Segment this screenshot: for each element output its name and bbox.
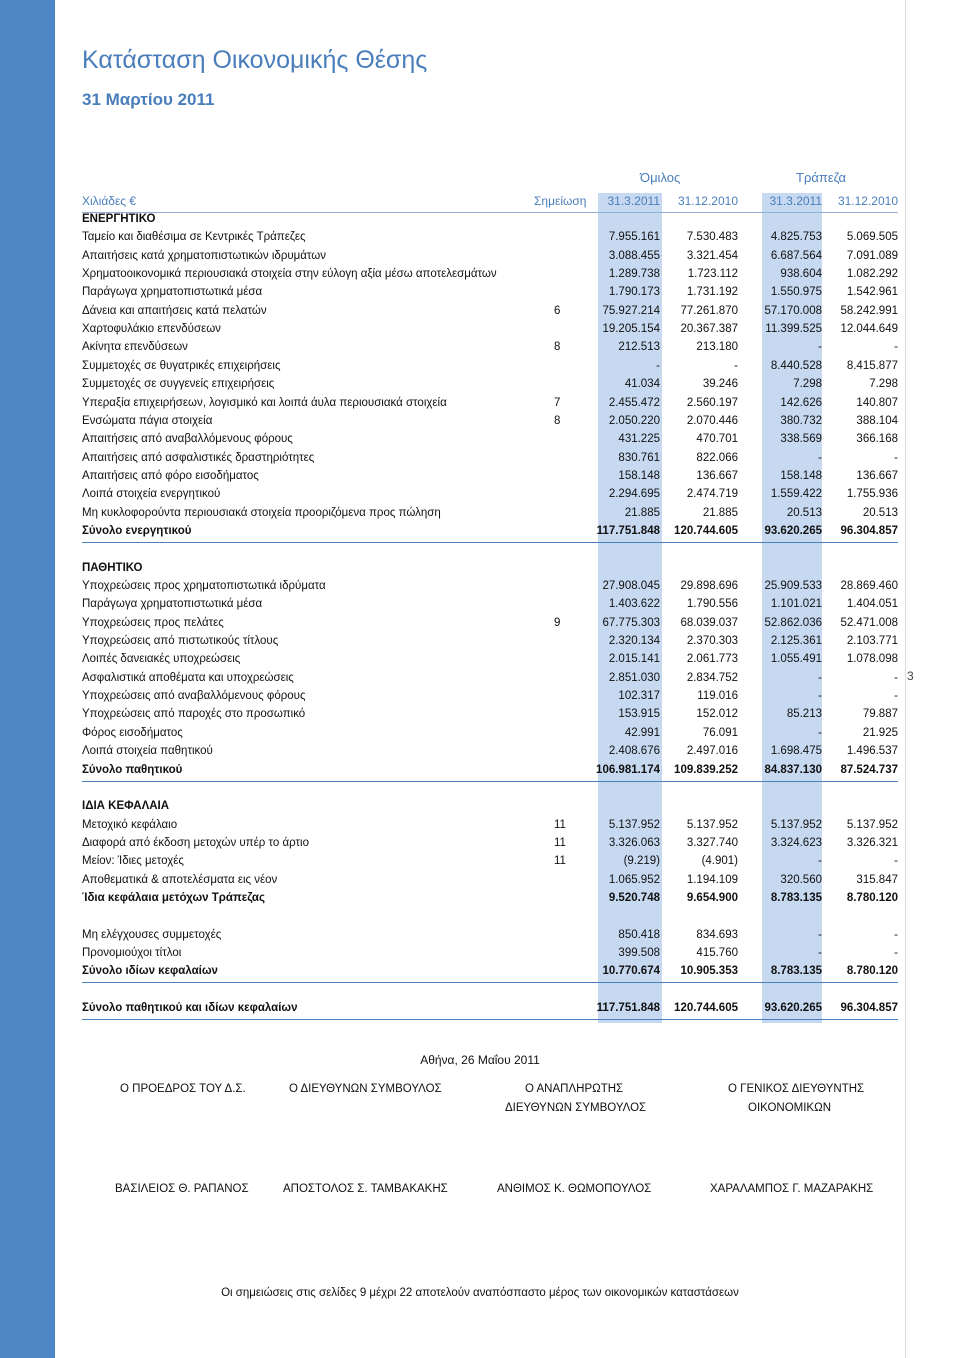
row-note: 6 (554, 305, 561, 317)
row-value-4: 3.326.321 (846, 837, 898, 849)
row-value-4: 1.496.537 (846, 745, 898, 757)
row-value-3: 7.298 (793, 378, 822, 390)
row-value-3: 20.513 (786, 507, 822, 519)
row-value-2: 2.560.197 (686, 397, 738, 409)
footer-note: Οι σημειώσεις στις σελίδες 9 μέχρι 22 αποτελούν αναπόσπαστο μέρος των οικονομικών καταστάσεων (221, 1287, 739, 1299)
row-value-2: 29.898.696 (680, 580, 738, 592)
row-value-3: 57.170.008 (764, 305, 822, 317)
row-label: Παράγωγα χρηματοπιστωτικά μέσα (82, 286, 263, 298)
row-value-3: 93.620.265 (764, 525, 822, 537)
row-value-1: 153.915 (618, 708, 660, 720)
left-decorative-bar (0, 0, 55, 1358)
row-value-2: 120.744.605 (674, 525, 738, 537)
row-value-4: 58.242.991 (840, 305, 898, 317)
row-value-1: 1.790.173 (608, 286, 660, 298)
row-label: Συμμετοχές σε θυγατρικές επιχειρήσεις (82, 360, 281, 372)
table-row (82, 488, 898, 506)
row-value-4: 96.304.857 (840, 525, 898, 537)
row-value-2: 77.261.870 (680, 305, 738, 317)
row-label: Υπεραξία επιχειρήσεων, λογισμικό και λοιπά άυλα περιουσιακά στοιχεία (82, 397, 447, 409)
table-row (82, 323, 898, 341)
row-note: 11 (554, 855, 566, 867)
row-value-3: - (818, 929, 822, 941)
row-value-2: (4.901) (701, 855, 738, 867)
row-value-2: 470.701 (696, 433, 738, 445)
row-value-1: 106.981.174 (596, 764, 660, 776)
row-note: 8 (554, 341, 561, 353)
row-value-1: 3.326.063 (608, 837, 660, 849)
row-value-2: 3.321.454 (686, 250, 738, 262)
row-value-1: 3.088.455 (608, 250, 660, 262)
signatory-title-4b: ΟΙΚΟΝΟΜΙΚΩΝ (748, 1102, 831, 1114)
row-note: 11 (554, 837, 566, 849)
row-value-4: 136.667 (856, 470, 898, 482)
row-label: Σύνολο παθητικού (82, 764, 183, 776)
row-label: Υποχρεώσεις από πιστωτικούς τίτλους (82, 635, 279, 647)
units-label: Χιλιάδες € (82, 194, 137, 208)
row-label: Μη ελέγχουσες συμμετοχές (82, 929, 222, 941)
row-label: Ακίνητα επενδύσεων (82, 341, 188, 353)
page-title: Κατάσταση Οικονομικής Θέσης (82, 46, 428, 74)
row-value-4: 1.542.961 (846, 286, 898, 298)
row-value-2: 21.885 (702, 507, 738, 519)
total-rule (82, 982, 898, 983)
row-value-3: 1.559.422 (770, 488, 822, 500)
row-value-4: - (894, 341, 898, 353)
row-value-2: 213.180 (696, 341, 738, 353)
row-value-3: 380.732 (780, 415, 822, 427)
row-value-1: 2.455.472 (608, 397, 660, 409)
row-value-4: 388.104 (856, 415, 898, 427)
row-value-2: 76.091 (702, 727, 738, 739)
row-value-3: 320.560 (780, 874, 822, 886)
row-label: Υποχρεώσεις προς πελάτες (82, 617, 224, 629)
row-value-4: 8.780.120 (846, 892, 898, 904)
row-value-4: 7.298 (869, 378, 898, 390)
signatory-name-4: ΧΑΡΑΛΑΜΠΟΣ Γ. ΜΑΖΑΡΑΚΗΣ (710, 1183, 874, 1195)
table-row (82, 929, 898, 947)
table-row (82, 947, 898, 965)
row-value-2: 2.370.303 (686, 635, 738, 647)
row-value-3: - (818, 452, 822, 464)
row-value-3: 1.550.975 (770, 286, 822, 298)
total-row (82, 764, 898, 782)
table-row (82, 892, 898, 910)
row-value-2: 10.905.353 (680, 965, 738, 977)
row-note: 11 (554, 819, 566, 831)
row-value-4: - (894, 855, 898, 867)
table-row (82, 415, 898, 433)
row-value-4: 1.755.936 (846, 488, 898, 500)
row-value-2: 2.497.016 (686, 745, 738, 757)
row-value-3: 3.324.623 (770, 837, 822, 849)
row-value-1: 42.991 (624, 727, 660, 739)
row-label: Χαρτοφυλάκιο επενδύσεων (82, 323, 221, 335)
row-value-4: 87.524.737 (840, 764, 898, 776)
row-value-3: 52.862.036 (764, 617, 822, 629)
table-row (82, 819, 898, 837)
row-label: Απαιτήσεις από ασφαλιστικές δραστηριότητες (82, 452, 315, 464)
row-value-2: 109.839.252 (674, 764, 738, 776)
row-value-2: 120.744.605 (674, 1002, 738, 1014)
row-label: Ενσώματα πάγια στοιχεία (82, 415, 213, 427)
table-row (82, 580, 898, 598)
col-header-1: 31.3.2011 (607, 194, 660, 208)
row-value-3: - (818, 947, 822, 959)
total-rule (82, 542, 898, 543)
row-label: Υποχρεώσεις από αναβαλλόμενους φόρους (82, 690, 306, 702)
table-row (82, 690, 898, 708)
row-value-1: 1.403.622 (608, 598, 660, 610)
row-label: Χρηματοοικονομικά περιουσιακά στοιχεία στην εύλογη αξία μέσω αποτελεσμάτων (82, 268, 497, 280)
row-label: Υποχρεώσεις από παροχές στο προσωπικό (82, 708, 306, 720)
row-value-1: 2.320.134 (608, 635, 660, 647)
row-value-1: 41.034 (624, 378, 660, 390)
row-label: Μετοχικό κεφάλαιο (82, 819, 178, 831)
row-label: Ίδια κεφάλαια μετόχων Τράπεζας (82, 892, 265, 904)
row-label: Σύνολο ιδίων κεφαλαίων (82, 965, 218, 977)
row-value-2: 2.474.719 (686, 488, 738, 500)
row-value-1: 27.908.045 (602, 580, 660, 592)
table-row (82, 653, 898, 671)
row-value-3: 11.399.525 (765, 323, 822, 335)
row-value-4: 5.069.505 (846, 231, 898, 243)
col-header-2: 31.12.2010 (677, 194, 738, 208)
row-value-2: 2.070.446 (686, 415, 738, 427)
row-value-1: 850.418 (618, 929, 660, 941)
row-value-4: - (894, 452, 898, 464)
row-value-4: 2.103.771 (846, 635, 898, 647)
row-label: ΕΝΕΡΓΗΤΙΚΟ (82, 213, 156, 225)
page-subtitle: 31 Μαρτίου 2011 (82, 90, 215, 109)
table-row (82, 286, 898, 304)
row-value-1: 2.294.695 (608, 488, 660, 500)
row-value-1: 75.927.214 (602, 305, 660, 317)
page-number: 3 (907, 669, 914, 683)
row-label: Συμμετοχές σε συγγενείς επιχειρήσεις (82, 378, 275, 390)
col-header-4: 31.12.2010 (837, 194, 898, 208)
row-label: Απαιτήσεις από αναβαλλόμενους φόρους (82, 433, 293, 445)
row-value-2: 136.667 (696, 470, 738, 482)
total-rule (82, 1019, 898, 1020)
row-value-2: 1.723.112 (687, 268, 738, 280)
table-row (82, 507, 898, 525)
signatory-title-2: Ο ΔΙΕΥΘΥΝΩΝ ΣΥΜΒΟΥΛΟΣ (289, 1083, 442, 1095)
row-value-3: 4.825.753 (770, 231, 822, 243)
signatory-title-1: Ο ΠΡΟΕΔΡΟΣ ΤΟΥ Δ.Σ. (120, 1083, 246, 1095)
row-value-2: 5.137.952 (686, 819, 738, 831)
row-value-3: 158.148 (780, 470, 822, 482)
row-value-3: 5.137.952 (770, 819, 822, 831)
row-value-1: 7.955.161 (608, 231, 660, 243)
row-value-2: 2.061.773 (686, 653, 738, 665)
table-row (82, 250, 898, 268)
row-label: ΠΑΘΗΤΙΚΟ (82, 562, 143, 574)
table-row (82, 874, 898, 892)
row-value-1: 431.225 (618, 433, 660, 445)
table-row (82, 727, 898, 745)
row-label: Λοιπά στοιχεία ενεργητικού (82, 488, 221, 500)
row-value-1: 1.289.738 (608, 268, 660, 280)
row-value-3: 84.837.130 (764, 764, 822, 776)
row-label: Δάνεια και απαιτήσεις κατά πελατών (82, 305, 267, 317)
row-value-2: 834.693 (696, 929, 738, 941)
row-value-2: 1.790.556 (686, 598, 738, 610)
row-value-4: 315.847 (856, 874, 898, 886)
table-row (82, 470, 898, 488)
row-value-3: - (818, 341, 822, 353)
row-label: Σύνολο παθητικού και ιδίων κεφαλαίων (82, 1002, 298, 1014)
row-value-4: 96.304.857 (840, 1002, 898, 1014)
row-value-1: - (656, 360, 660, 372)
row-note: 8 (554, 415, 561, 427)
row-value-1: 10.770.674 (602, 965, 660, 977)
row-value-4: 5.137.952 (846, 819, 898, 831)
row-value-3: 85.213 (786, 708, 822, 720)
table-row (82, 635, 898, 653)
signatory-title-3a: Ο ΑΝΑΠΛΗΡΩΤΗΣ (525, 1083, 624, 1095)
row-value-2: 68.039.037 (680, 617, 738, 629)
row-value-1: 5.137.952 (608, 819, 660, 831)
row-value-2: 1.194.109 (686, 874, 738, 886)
date-line: Αθήνα, 26 Μαΐου 2011 (420, 1053, 540, 1067)
row-value-3: 142.626 (780, 397, 822, 409)
row-value-4: 1.082.292 (846, 268, 898, 280)
row-label: Μη κυκλοφορούντα περιουσιακά στοιχεία προοριζόμενα προς πώληση (82, 507, 441, 519)
row-value-3: 8.440.528 (770, 360, 822, 372)
row-value-1: 19.205.154 (602, 323, 660, 335)
row-value-2: 415.760 (696, 947, 738, 959)
row-value-1: 2.851.030 (608, 672, 660, 684)
section-heading (82, 213, 898, 231)
row-value-4: 28.869.460 (840, 580, 898, 592)
table-row (82, 837, 898, 855)
row-value-3: - (818, 690, 822, 702)
row-label: Ταμείο και διαθέσιμα σε Κεντρικές Τράπεζες (82, 231, 306, 243)
table-row (82, 341, 898, 359)
row-value-1: 117.751.848 (596, 525, 660, 537)
row-value-1: (9.219) (623, 855, 660, 867)
row-value-3: - (818, 727, 822, 739)
row-value-1: 117.751.848 (596, 1002, 660, 1014)
column-header-row (82, 194, 898, 212)
row-value-1: 399.508 (618, 947, 660, 959)
row-label: Ασφαλιστικά αποθέματα και υποχρεώσεις (82, 672, 294, 684)
table-row (82, 360, 898, 378)
row-value-2: 152.012 (696, 708, 738, 720)
row-value-3: 25.909.533 (764, 580, 822, 592)
row-value-4: 12.044.649 (840, 323, 898, 335)
row-value-4: 140.807 (856, 397, 898, 409)
note-header: Σημείωση (534, 194, 587, 208)
row-value-3: 1.698.475 (770, 745, 822, 757)
row-label: Διαφορά από έκδοση μετοχών υπέρ το άρτιο (82, 837, 309, 849)
row-label: Σύνολο ενεργητικού (82, 525, 192, 537)
table-row (82, 268, 898, 286)
row-label: Φόρος εισοδήματος (82, 727, 183, 739)
row-label: ΙΔΙΑ ΚΕΦΑΛΑΙΑ (82, 800, 170, 812)
row-value-3: - (818, 855, 822, 867)
row-label: Απαιτήσεις από φόρο εισοδήματος (82, 470, 259, 482)
row-value-3: 8.783.135 (770, 892, 822, 904)
row-value-4: 21.925 (862, 727, 898, 739)
row-value-3: 1.055.491 (770, 653, 822, 665)
row-value-2: 7.530.483 (686, 231, 738, 243)
row-value-1: 158.148 (618, 470, 660, 482)
total-rule (82, 781, 898, 782)
row-value-4: 366.168 (856, 433, 898, 445)
row-value-1: 9.520.748 (608, 892, 660, 904)
row-value-4: 8.780.120 (846, 965, 898, 977)
row-value-2: 9.654.900 (686, 892, 738, 904)
row-note: 7 (554, 397, 561, 409)
row-value-4: - (894, 672, 898, 684)
row-label: Παράγωγα χρηματοπιστωτικά μέσα (82, 598, 263, 610)
row-label: Αποθεματικά & αποτελέσματα εις νέον (82, 874, 278, 886)
table-row (82, 708, 898, 726)
row-value-3: 338.569 (780, 433, 822, 445)
signatory-title-3b: ΔΙΕΥΘΥΝΩΝ ΣΥΜΒΟΥΛΟΣ (505, 1102, 647, 1114)
total-row (82, 525, 898, 543)
table-row (82, 672, 898, 690)
table-row (82, 231, 898, 249)
signatory-title-4a: Ο ΓΕΝΙΚΟΣ ΔΙΕΥΘΥΝΤΗΣ (728, 1083, 865, 1095)
row-value-4: - (894, 947, 898, 959)
row-value-1: 1.065.952 (608, 874, 660, 886)
row-value-3: 8.783.135 (770, 965, 822, 977)
row-label: Λοιπά στοιχεία παθητικού (82, 745, 213, 757)
row-value-2: 1.731.192 (686, 286, 738, 298)
section-heading (82, 562, 898, 580)
row-value-4: 79.887 (862, 708, 898, 720)
row-value-1: 212.513 (618, 341, 660, 353)
row-value-2: - (734, 360, 738, 372)
row-value-3: 938.604 (780, 268, 822, 280)
row-label: Λοιπές δανειακές υποχρεώσεις (82, 653, 241, 665)
total-row (82, 1002, 898, 1020)
row-value-1: 2.050.220 (608, 415, 660, 427)
row-value-3: 93.620.265 (764, 1002, 822, 1014)
table-row (82, 433, 898, 451)
table-row (82, 378, 898, 396)
row-value-1: 830.761 (618, 452, 660, 464)
row-value-1: 2.015.141 (608, 653, 660, 665)
row-value-4: - (894, 929, 898, 941)
row-value-3: 6.687.564 (770, 250, 822, 262)
table-row (82, 452, 898, 470)
row-value-4: 1.078.098 (846, 653, 898, 665)
signatory-name-1: ΒΑΣΙΛΕΙΟΣ Θ. ΡΑΠΑΝΟΣ (115, 1183, 249, 1195)
row-value-4: 1.404.051 (846, 598, 898, 610)
section-heading (82, 800, 898, 818)
group-header-trapeza: Τράπεζα (796, 170, 846, 185)
row-value-1: 67.775.303 (602, 617, 660, 629)
col-header-3: 31.3.2011 (769, 194, 822, 208)
row-value-2: 2.834.752 (686, 672, 738, 684)
row-value-1: 21.885 (624, 507, 660, 519)
table-row (82, 305, 898, 323)
signatory-name-3: ΑΝΘΙΜΟΣ Κ. ΘΩΜΟΠΟΥΛΟΣ (497, 1183, 652, 1195)
table-row (82, 617, 898, 635)
table-row (82, 397, 898, 415)
table-row (82, 745, 898, 763)
row-value-2: 119.016 (697, 690, 738, 702)
row-value-3: 1.101.021 (770, 598, 822, 610)
total-row (82, 965, 898, 983)
row-label: Απαιτήσεις κατά χρηματοπιστωτικών ιδρυμάτων (82, 250, 327, 262)
row-value-4: - (894, 690, 898, 702)
group-header-omilos: Όμιλος (640, 170, 681, 185)
row-value-4: 8.415.877 (846, 360, 898, 372)
table-row (82, 855, 898, 873)
row-value-4: 52.471.008 (840, 617, 898, 629)
row-label: Προνομιούχοι τίτλοι (82, 947, 182, 959)
row-value-3: - (818, 672, 822, 684)
signatory-name-2: ΑΠΟΣΤΟΛΟΣ Σ. ΤΑΜΒΑΚΑΚΗΣ (283, 1183, 448, 1195)
row-value-1: 2.408.676 (608, 745, 660, 757)
row-value-2: 822.066 (696, 452, 738, 464)
row-value-2: 3.327.740 (686, 837, 738, 849)
row-value-4: 20.513 (862, 507, 898, 519)
row-note: 9 (554, 617, 561, 629)
table-row (82, 598, 898, 616)
row-label: Μείον: Ίδιες μετοχές (82, 855, 184, 867)
row-value-2: 20.367.387 (680, 323, 738, 335)
row-value-3: 2.125.361 (770, 635, 822, 647)
row-value-4: 7.091.089 (846, 250, 898, 262)
row-value-1: 102.317 (618, 690, 660, 702)
row-value-2: 39.246 (702, 378, 738, 390)
row-label: Υποχρεώσεις προς χρηματοπιστωτικά ιδρύματα (82, 580, 326, 592)
